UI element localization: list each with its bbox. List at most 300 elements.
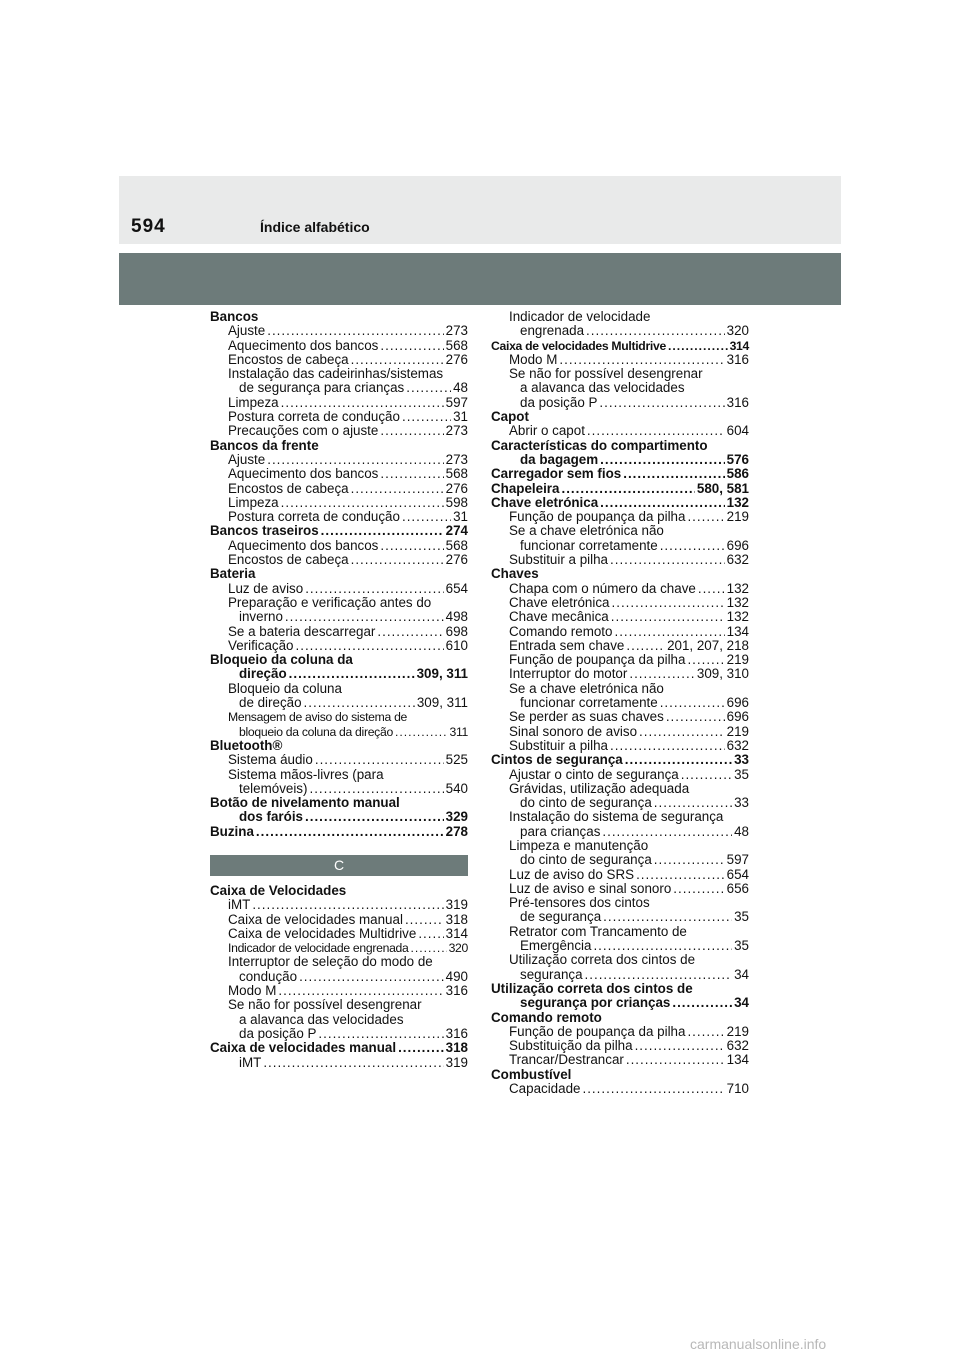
index-entry: [210, 927, 468, 941]
leader-dots: [654, 853, 725, 867]
index-entry: [210, 453, 468, 467]
index-heading: [491, 982, 749, 996]
page-reference: 201, 207, 218: [667, 637, 749, 653]
index-entry: [491, 1039, 749, 1053]
entry-text: Sinal sonoro de aviso: [509, 723, 638, 739]
page-reference: 316: [445, 983, 468, 999]
index-entry: [491, 839, 749, 853]
entry-text: Capacidade: [509, 1081, 581, 1097]
entry-text: Encostos de cabeça: [228, 552, 349, 568]
leader-dots: [582, 1082, 724, 1096]
entry-text: telemóveis): [239, 780, 308, 796]
entry-text: Características do compartimento: [491, 437, 708, 453]
page-reference: 311: [449, 724, 468, 739]
leader-dots: [351, 482, 444, 496]
leader-dots: [321, 524, 444, 538]
leader-dots: [610, 553, 725, 567]
leader-dots: [681, 768, 732, 782]
index-heading: [491, 439, 749, 453]
section-title: Índice alfabético: [260, 219, 370, 235]
entry-text: Chave eletrónica: [509, 594, 610, 610]
page-reference: 654: [445, 580, 468, 596]
page-reference: 33: [734, 752, 749, 768]
leader-dots: [351, 553, 444, 567]
entry-text: Combustível: [491, 1066, 572, 1082]
entry-text: Sistema mãos-livres (para: [228, 766, 384, 782]
index-entry: [491, 396, 749, 410]
leader-dots: [600, 496, 724, 510]
leader-dots: [611, 610, 725, 624]
page-reference: 132: [726, 494, 749, 510]
index-entry: [491, 625, 749, 639]
page-reference: 316: [726, 394, 749, 410]
index-entry: [491, 424, 749, 438]
leader-dots: [666, 710, 725, 724]
index-entry: [210, 496, 468, 510]
leader-dots: [586, 324, 725, 338]
page-reference: 134: [726, 1052, 749, 1068]
page-reference: 274: [445, 523, 468, 539]
index-heading: [491, 1011, 749, 1025]
leader-dots: [418, 927, 443, 941]
page-reference: 219: [726, 723, 749, 739]
leader-dots: [629, 667, 695, 681]
index-entry: [210, 1013, 468, 1027]
index-entry: [491, 953, 749, 967]
entry-text: Modo M: [509, 351, 558, 367]
entry-text: Verificação: [228, 637, 294, 653]
page-reference: 314: [445, 925, 468, 941]
entry-text: Limpeza: [228, 394, 279, 410]
entry-text: a alavanca das velocidades: [520, 380, 685, 396]
leader-dots: [398, 1041, 444, 1055]
page-reference: 48: [734, 823, 749, 839]
index-entry: [210, 539, 468, 553]
entry-text: funcionar corretamente: [520, 695, 658, 711]
index-entry: [210, 725, 468, 739]
index-entry: [491, 324, 749, 338]
page-reference: 540: [445, 780, 468, 796]
page-reference: 632: [726, 552, 749, 568]
index-entry: [210, 1056, 468, 1070]
page-reference: 34: [734, 995, 749, 1011]
index-entry: [210, 482, 468, 496]
index-entry: [491, 725, 749, 739]
page-reference: 276: [445, 351, 468, 367]
index-entry: [491, 925, 749, 939]
entry-text: iMT: [239, 1054, 262, 1070]
page-reference: 568: [445, 537, 468, 553]
leader-dots: [315, 753, 444, 767]
leader-dots: [380, 467, 443, 481]
leader-dots: [402, 510, 451, 524]
entry-text: de direção: [239, 695, 302, 711]
index-entry: [491, 696, 749, 710]
entry-text: condução: [239, 968, 298, 984]
entry-text: Bloqueio da coluna: [228, 680, 342, 696]
index-heading: [210, 884, 468, 898]
leader-dots: [559, 353, 724, 367]
index-entry: [491, 796, 749, 810]
entry-text: Cintos de segurança: [491, 752, 623, 768]
leader-dots: [380, 424, 443, 438]
leader-dots: [612, 596, 725, 610]
leader-dots: [285, 610, 444, 624]
index-entry: [491, 310, 749, 324]
index-entry: [210, 381, 468, 395]
page-reference: 31: [453, 509, 468, 525]
index-entry: [210, 682, 468, 696]
entry-text: Utilização correta dos cintos de: [491, 980, 693, 996]
index-entry: [491, 353, 749, 367]
page-number: 594: [131, 216, 166, 237]
page-reference: 309, 311: [416, 666, 468, 682]
index-entry: [210, 467, 468, 481]
index-entry: [210, 625, 468, 639]
entry-text: Carregador sem fios: [491, 466, 622, 482]
page-reference: 696: [726, 537, 749, 553]
leader-dots: [278, 984, 443, 998]
leader-dots: [289, 667, 415, 681]
page-reference: 597: [726, 852, 749, 868]
index-entry: [210, 810, 468, 824]
index-entry: [491, 453, 749, 467]
leader-dots: [636, 868, 725, 882]
leader-dots: [660, 696, 725, 710]
entry-text: Caixa de Velocidades: [210, 882, 347, 898]
entry-text: da bagagem: [520, 451, 599, 467]
entry-text: a alavanca das velocidades: [239, 1011, 404, 1027]
entry-text: Luz de aviso: [228, 580, 304, 596]
index-entry: [491, 553, 749, 567]
index-entry: [491, 510, 749, 524]
entry-text: Bancos: [210, 309, 259, 324]
leader-dots: [406, 381, 451, 395]
entry-text: da posição P: [520, 394, 598, 410]
page-reference: 273: [445, 451, 468, 467]
entry-text: segurança por crianças: [520, 995, 671, 1011]
index-entry: [210, 955, 468, 969]
page-reference: 696: [726, 695, 749, 711]
entry-text: Bloqueio da coluna da: [210, 652, 353, 668]
entry-text: para crianças: [520, 823, 601, 839]
index-entry: [491, 782, 749, 796]
entry-text: Função de poupança da pilha: [509, 1023, 686, 1039]
index-heading: [210, 796, 468, 810]
index-entry: [491, 1082, 749, 1096]
page-reference: 33: [734, 795, 749, 811]
page-reference: 134: [726, 623, 749, 639]
page-reference: 316: [445, 1025, 468, 1041]
leader-dots: [610, 739, 725, 753]
leader-dots: [296, 639, 444, 653]
leader-dots: [672, 996, 732, 1010]
entry-text: Caixa de velocidades Multidrive: [228, 925, 417, 941]
index-entry: [491, 853, 749, 867]
entry-text: Comando remoto: [491, 1009, 602, 1025]
index-entry: [491, 1053, 749, 1067]
index-entry: [210, 768, 468, 782]
entry-text: Se a chave eletrónica não: [509, 680, 664, 696]
leader-dots: [625, 753, 732, 767]
entry-text: Bancos traseiros: [210, 523, 319, 539]
entry-text: Caixa de velocidades manual: [228, 911, 403, 927]
leader-dots: [309, 782, 443, 796]
leader-dots: [698, 582, 725, 596]
section-letter-bar: C: [210, 855, 468, 876]
page-reference: 576: [726, 451, 749, 467]
index-entry: [210, 782, 468, 796]
leader-dots: [687, 653, 724, 667]
entry-text: Instalação das cadeirinhas/sistemas: [228, 366, 444, 382]
entry-text: Chave mecânica: [509, 609, 609, 625]
index-heading: [210, 825, 468, 839]
entry-text: segurança: [520, 966, 583, 982]
index-entry: [210, 610, 468, 624]
page-reference: 319: [445, 1054, 468, 1070]
entry-text: Sistema áudio: [228, 752, 313, 768]
page-reference: 320: [726, 323, 749, 339]
index-entry: [210, 339, 468, 353]
page-reference: 309, 310: [696, 666, 749, 682]
page-reference: 696: [726, 709, 749, 725]
entry-text: Trancar/Destrancar: [509, 1052, 624, 1068]
entry-text: Mensagem de aviso do sistema de: [228, 710, 408, 725]
leader-dots: [639, 725, 725, 739]
page-reference: 568: [445, 466, 468, 482]
leader-dots: [687, 1025, 724, 1039]
index-entry: [491, 968, 749, 982]
entry-text: Se perder as suas chaves: [509, 709, 664, 725]
entry-text: funcionar corretamente: [520, 537, 658, 553]
index-entry: [210, 753, 468, 767]
page-reference: 318: [445, 911, 468, 927]
leader-dots: [263, 1056, 443, 1070]
leader-dots: [281, 496, 444, 510]
entry-text: Entrada sem chave: [509, 637, 625, 653]
index-entry: [210, 1027, 468, 1041]
page-reference: 31: [453, 409, 468, 425]
entry-text: Emergência: [520, 938, 592, 954]
page-reference: 568: [445, 337, 468, 353]
index-entry: [491, 710, 749, 724]
entry-text: Aquecimento dos bancos: [228, 337, 379, 353]
index-entry: [210, 596, 468, 610]
leader-dots: [660, 539, 725, 553]
entry-text: Função de poupança da pilha: [509, 509, 686, 525]
entry-text: Postura correta de condução: [228, 409, 400, 425]
index-entry: [491, 682, 749, 696]
leader-dots: [305, 582, 443, 596]
entry-text: engrenada: [520, 323, 585, 339]
page-reference: 580, 581: [696, 480, 749, 496]
index-entry: [210, 510, 468, 524]
index-heading: [491, 339, 749, 353]
index-heading: [491, 753, 749, 767]
entry-text: dos faróis: [239, 809, 303, 825]
page-reference: 35: [734, 909, 749, 925]
index-entry: [491, 739, 749, 753]
entry-text: direção: [239, 666, 287, 682]
header-band: [119, 253, 841, 305]
index-entry: [491, 939, 749, 953]
entry-text: Chapeleira: [491, 480, 560, 496]
page-reference: 329: [445, 809, 468, 825]
entry-text: Função de poupança da pilha: [509, 652, 686, 668]
entry-text: Limpeza e manutenção: [509, 837, 649, 853]
entry-text: Encostos de cabeça: [228, 351, 349, 367]
leader-dots: [587, 424, 725, 438]
entry-text: Ajuste: [228, 323, 266, 339]
entry-text: iMT: [228, 897, 251, 913]
leader-dots: [411, 941, 447, 955]
page-reference: 490: [445, 968, 468, 984]
page-reference: 48: [453, 380, 468, 396]
index-heading: [491, 482, 749, 496]
leader-dots: [561, 482, 694, 496]
entry-text: Substituir a pilha: [509, 737, 608, 753]
entry-text: Ajuste: [228, 451, 266, 467]
index-entry: [210, 941, 468, 955]
entry-text: Grávidas, utilização adequada: [509, 780, 690, 796]
page-reference: 710: [726, 1081, 749, 1097]
entry-text: Bancos da frente: [210, 437, 319, 453]
entry-text: Bluetooth®: [210, 737, 283, 753]
entry-text: Interruptor de seleção do modo de: [228, 954, 433, 970]
entry-text: Botão de nivelamento manual: [210, 795, 400, 811]
leader-dots: [626, 1053, 725, 1067]
leader-dots: [687, 510, 724, 524]
entry-text: Interruptor do motor: [509, 666, 628, 682]
leader-dots: [623, 467, 724, 481]
leader-dots: [626, 639, 665, 653]
page-reference: 132: [726, 580, 749, 596]
page-reference: 610: [445, 637, 468, 653]
entry-text: Chaves: [491, 566, 539, 582]
entry-text: Buzina: [210, 823, 254, 839]
entry-text: Comando remoto: [509, 623, 613, 639]
index-heading: [210, 739, 468, 753]
page-reference: 698: [445, 623, 468, 639]
entry-text: Ajustar o cinto de segurança: [509, 766, 679, 782]
leader-dots: [299, 970, 444, 984]
index-entry: [491, 639, 749, 653]
index-entry: [210, 324, 468, 338]
index-entry: [491, 868, 749, 882]
leader-dots: [267, 324, 443, 338]
leader-dots: [673, 882, 724, 896]
page-reference: 219: [726, 652, 749, 668]
page-reference: 320: [448, 941, 468, 956]
index-entry: [491, 1025, 749, 1039]
index-entry: [210, 710, 468, 724]
entry-text: bloqueio da coluna da direção: [239, 724, 393, 739]
entry-text: Luz de aviso do SRS: [509, 866, 635, 882]
index-heading: [210, 567, 468, 581]
page-reference: 35: [734, 938, 749, 954]
entry-text: Luz de aviso e sinal sonoro: [509, 880, 672, 896]
entry-text: inverno: [239, 609, 283, 625]
index-entry: [210, 553, 468, 567]
page-reference: 219: [726, 1023, 749, 1039]
entry-text: Substituição da pilha: [509, 1038, 633, 1054]
entry-text: Utilização correta dos cintos de: [509, 952, 696, 968]
leader-dots: [256, 825, 444, 839]
page-reference: 273: [445, 423, 468, 439]
entry-text: Capot: [491, 409, 529, 425]
leader-dots: [377, 625, 443, 639]
index-entry: [491, 381, 749, 395]
entry-text: da posição P: [239, 1025, 317, 1041]
leader-dots: [395, 725, 448, 739]
leader-dots: [635, 1039, 725, 1053]
page-reference: 632: [726, 1038, 749, 1054]
page-reference: 35: [734, 766, 749, 782]
index-entry: [491, 882, 749, 896]
entry-text: Se não for possível desengrenar: [228, 997, 422, 1013]
index-entry: [210, 582, 468, 596]
leader-dots: [252, 898, 443, 912]
index-entry: [491, 910, 749, 924]
page-reference: 586: [726, 466, 749, 482]
index-entry: [491, 610, 749, 624]
index-heading: [210, 653, 468, 667]
index-column-left: [210, 310, 468, 1070]
index-entry: [210, 396, 468, 410]
index-entry: [210, 667, 468, 681]
index-entry: [210, 424, 468, 438]
index-entry: [210, 367, 468, 381]
page-reference: 654: [726, 866, 749, 882]
index-entry: [491, 539, 749, 553]
index-entry: [491, 524, 749, 538]
page-reference: 273: [445, 323, 468, 339]
entry-text: do cinto de segurança: [520, 795, 652, 811]
page-reference: 132: [726, 609, 749, 625]
index-heading: [491, 1068, 749, 1082]
leader-dots: [351, 353, 444, 367]
leader-dots: [599, 396, 724, 410]
index-column-right: [491, 310, 749, 1096]
index-heading: [210, 439, 468, 453]
leader-dots: [267, 453, 443, 467]
entry-text: Modo M: [228, 983, 277, 999]
index-heading: [491, 410, 749, 424]
leader-dots: [305, 810, 444, 824]
index-entry: [491, 825, 749, 839]
leader-dots: [402, 410, 451, 424]
index-entry: [491, 667, 749, 681]
entry-text: Substituir a pilha: [509, 552, 608, 568]
leader-dots: [405, 913, 444, 927]
index-entry: [210, 898, 468, 912]
entry-text: Se a chave eletrónica não: [509, 523, 664, 539]
leader-dots: [380, 539, 443, 553]
index-entry: [210, 984, 468, 998]
entry-text: Instalação do sistema de segurança: [509, 809, 724, 825]
entry-text: Chave eletrónica: [491, 494, 599, 510]
leader-dots: [593, 939, 732, 953]
entry-text: Indicador de velocidade: [509, 309, 651, 324]
entry-text: Aquecimento dos bancos: [228, 466, 379, 482]
index-entry: [210, 410, 468, 424]
index-heading: [210, 310, 468, 324]
leader-dots: [304, 696, 415, 710]
entry-text: Se não for possível desengrenar: [509, 366, 703, 382]
index-entry: [491, 596, 749, 610]
page-reference: 276: [445, 552, 468, 568]
leader-dots: [668, 339, 728, 353]
